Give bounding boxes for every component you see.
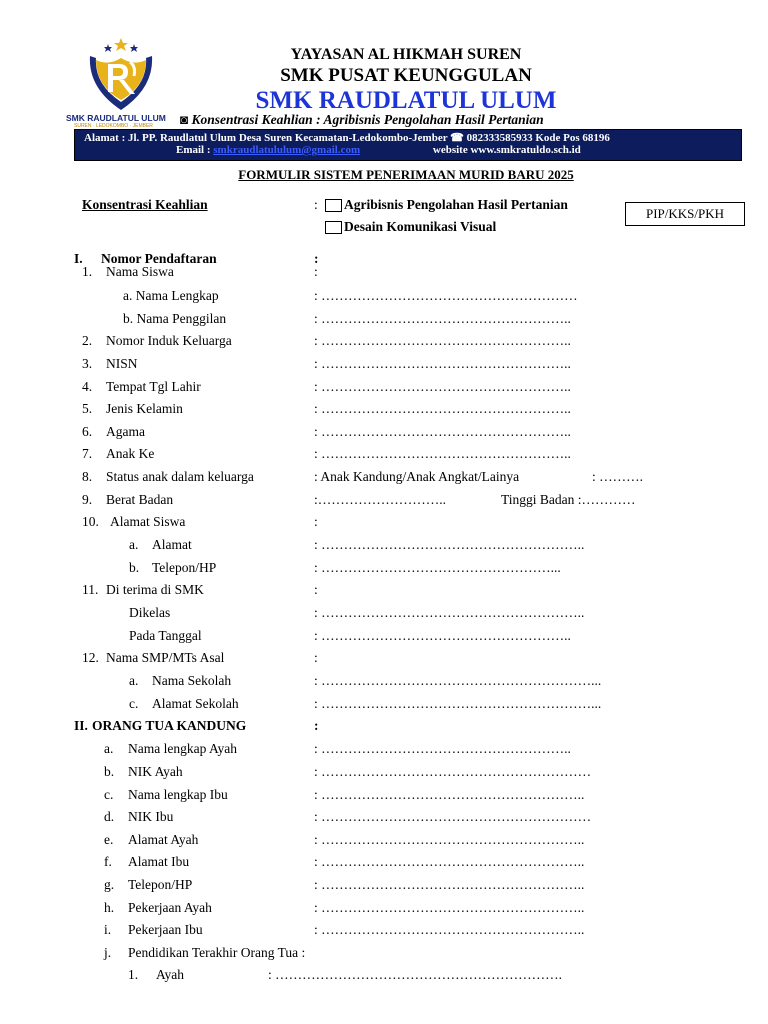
- parent-label: Nama lengkap Ayah: [128, 741, 237, 756]
- row-label: Di terima di SMK: [106, 582, 204, 597]
- row-number: 2.: [82, 333, 93, 348]
- education-number: 1.: [128, 967, 139, 982]
- row-label: Dikelas: [129, 605, 171, 620]
- konsentrasi-label: Konsentrasi Keahlian: [82, 197, 208, 212]
- row-value-field[interactable]: : …………………………………………………..: [314, 537, 585, 552]
- option1-checkbox[interactable]: [325, 199, 342, 212]
- pip-box: PIP/KKS/PKH: [625, 202, 745, 226]
- row-value: :: [314, 582, 318, 597]
- row-number: 8.: [82, 469, 93, 484]
- row-number: c.: [129, 696, 139, 711]
- row-value-field[interactable]: : ………………………………………………..: [314, 446, 571, 461]
- parent-number: j.: [104, 945, 112, 960]
- row-label: Alamat Siswa: [110, 514, 186, 529]
- row-label: Anak Ke: [106, 446, 155, 461]
- address-line: Alamat : Jl. PP. Raudlatul Ulum Desa Suren Kecamatan-Ledokombo-Jember ☎ 082333585933 Kode Pos 68196: [84, 132, 610, 144]
- row-number: 7.: [82, 446, 93, 461]
- section1-colon: :: [314, 251, 319, 266]
- row-value-field[interactable]: : ………………………………………………..: [314, 401, 571, 416]
- logo-caption: SMK RAUDLATUL ULUM: [66, 113, 166, 123]
- parent-label: Pekerjaan Ibu: [128, 922, 203, 937]
- parent-number: g.: [104, 877, 115, 892]
- parent-value-field[interactable]: : …………………………………………………..: [314, 900, 585, 915]
- row-number: 12.: [82, 650, 99, 665]
- row-value-field[interactable]: : ……………………………………………...: [314, 560, 561, 575]
- konsentrasi-colon: :: [314, 197, 318, 212]
- foundation-name: YAYASAN AL HIKMAH SUREN: [290, 46, 522, 63]
- row-label: NISN: [106, 356, 138, 371]
- parent-value-field[interactable]: : …………………………………………………..: [314, 854, 585, 869]
- row-number: 4.: [82, 379, 93, 394]
- parent-value-field[interactable]: : …………………………………………………..: [314, 877, 585, 892]
- row-extra-field[interactable]: : ……….: [592, 469, 644, 484]
- parent-label: NIK Ibu: [128, 809, 174, 824]
- parent-number: e.: [104, 832, 114, 847]
- row-label: b. Nama Penggilan: [123, 311, 227, 326]
- form-title: FORMULIR SISTEM PENERIMAAN MURID BARU 2025: [238, 167, 574, 182]
- email-link[interactable]: smkraudlatululum@gmail.com: [213, 144, 361, 156]
- section1-number: I.: [74, 251, 83, 266]
- row-number: b.: [129, 560, 140, 575]
- row-value-field[interactable]: : ……………………………………………………...: [314, 696, 602, 711]
- row-label: Nomor Induk Keluarga: [106, 333, 232, 348]
- row-number: a.: [129, 673, 139, 688]
- section2-number: II.: [74, 718, 88, 733]
- row-label: Alamat: [152, 537, 192, 552]
- parent-number: f.: [104, 854, 112, 869]
- row-value: :: [314, 650, 318, 665]
- row-number: a.: [129, 537, 139, 552]
- option2-checkbox[interactable]: [325, 221, 342, 234]
- row-value: : Anak Kandung/Anak Angkat/Lainya: [314, 469, 520, 484]
- row-value: :: [314, 264, 318, 279]
- parent-number: h.: [104, 900, 115, 915]
- row-label: Status anak dalam keluarga: [106, 469, 254, 484]
- row-number: 11.: [82, 582, 99, 597]
- parent-value-field[interactable]: : …………………………………………………..: [314, 787, 585, 802]
- website-text: website www.smkratuldo.sch.id: [432, 144, 581, 156]
- row-label: Telepon/HP: [152, 560, 217, 575]
- row-label: Jenis Kelamin: [106, 401, 183, 416]
- parent-number: b.: [104, 764, 115, 779]
- row-label: Tempat Tgl Lahir: [106, 379, 201, 394]
- parent-value-field[interactable]: : ……………………………………………………: [314, 809, 592, 824]
- parent-label: Pekerjaan Ayah: [128, 900, 212, 915]
- row-value-field[interactable]: : ………………………………………………..: [314, 333, 571, 348]
- row-value-field[interactable]: : …………………………………………………..: [314, 605, 585, 620]
- parent-number: i.: [104, 922, 112, 937]
- parent-label: Alamat Ayah: [128, 832, 199, 847]
- logo-subcaption: SUREN · LEDOKOMBO · JEMBER: [74, 123, 153, 129]
- row-value-field[interactable]: : ………………………………………………..: [314, 379, 571, 394]
- row-label: Alamat Sekolah: [152, 696, 239, 711]
- parent-number: d.: [104, 809, 115, 824]
- section2-colon: :: [314, 718, 319, 733]
- education-label: Ayah: [156, 967, 185, 982]
- parent-value-field[interactable]: : ………………………………………………..: [314, 741, 571, 756]
- row-value-field[interactable]: : ……………………………………………………...: [314, 673, 602, 688]
- row-value-field[interactable]: : ………………………………………………..: [314, 311, 571, 326]
- row-label: Nama Sekolah: [152, 673, 232, 688]
- row-number: 3.: [82, 356, 93, 371]
- section1-label: Nomor Pendaftaran: [101, 251, 217, 266]
- row-value-field[interactable]: :………………………..: [314, 492, 447, 507]
- parent-label: Pendidikan Terakhir Orang Tua :: [128, 945, 306, 960]
- option1-label: Agribisnis Pengolahan Hasil Pertanian: [344, 197, 568, 212]
- row-label: a. Nama Lengkap: [123, 288, 219, 303]
- option2-label: Desain Komunikasi Visual: [344, 219, 497, 234]
- parent-label: Alamat Ibu: [128, 854, 190, 869]
- row-number: 9.: [82, 492, 93, 507]
- school-type: SMK PUSAT KEUNGGULAN: [280, 65, 532, 86]
- parent-value-field[interactable]: : ……………………………………………………: [314, 764, 592, 779]
- school-name: SMK RAUDLATUL ULUM: [255, 87, 557, 114]
- row-value-field[interactable]: : ………………………………………………..: [314, 356, 571, 371]
- row-label: Nama SMP/MTs Asal: [106, 650, 225, 665]
- row-number: 5.: [82, 401, 93, 416]
- row-value-field[interactable]: : …………………………………………………: [314, 288, 578, 303]
- row-number: 10.: [82, 514, 99, 529]
- parent-value-field[interactable]: : …………………………………………………..: [314, 922, 585, 937]
- contact-line: [176, 144, 581, 156]
- email-label: Email :: [176, 144, 211, 156]
- parent-number: a.: [104, 741, 114, 756]
- section2-label: ORANG TUA KANDUNG: [92, 718, 247, 733]
- row-label: Berat Badan: [106, 492, 174, 507]
- parent-label: Nama lengkap Ibu: [128, 787, 228, 802]
- row-value-field[interactable]: : ………………………………………………..: [314, 628, 571, 643]
- row-number: 1.: [82, 264, 93, 279]
- education-value-field[interactable]: : ……………………………………………………….: [268, 967, 563, 982]
- parent-number: c.: [104, 787, 114, 802]
- row-label: Nama Siswa: [106, 264, 174, 279]
- parent-label: Telepon/HP: [128, 877, 193, 892]
- row-number: 6.: [82, 424, 93, 439]
- row-label: Agama: [106, 424, 145, 439]
- row-value-field[interactable]: : ………………………………………………..: [314, 424, 571, 439]
- row-value: :: [314, 514, 318, 529]
- parent-value-field[interactable]: : …………………………………………………..: [314, 832, 585, 847]
- parent-label: NIK Ayah: [128, 764, 183, 779]
- row-extra-field[interactable]: Tinggi Badan :…………: [501, 492, 636, 507]
- concentration-line: ◙ Konsentrasi Keahlian : Agribisnis Pengolahan Hasil Pertanian: [180, 112, 544, 127]
- row-label: Pada Tanggal: [129, 628, 202, 643]
